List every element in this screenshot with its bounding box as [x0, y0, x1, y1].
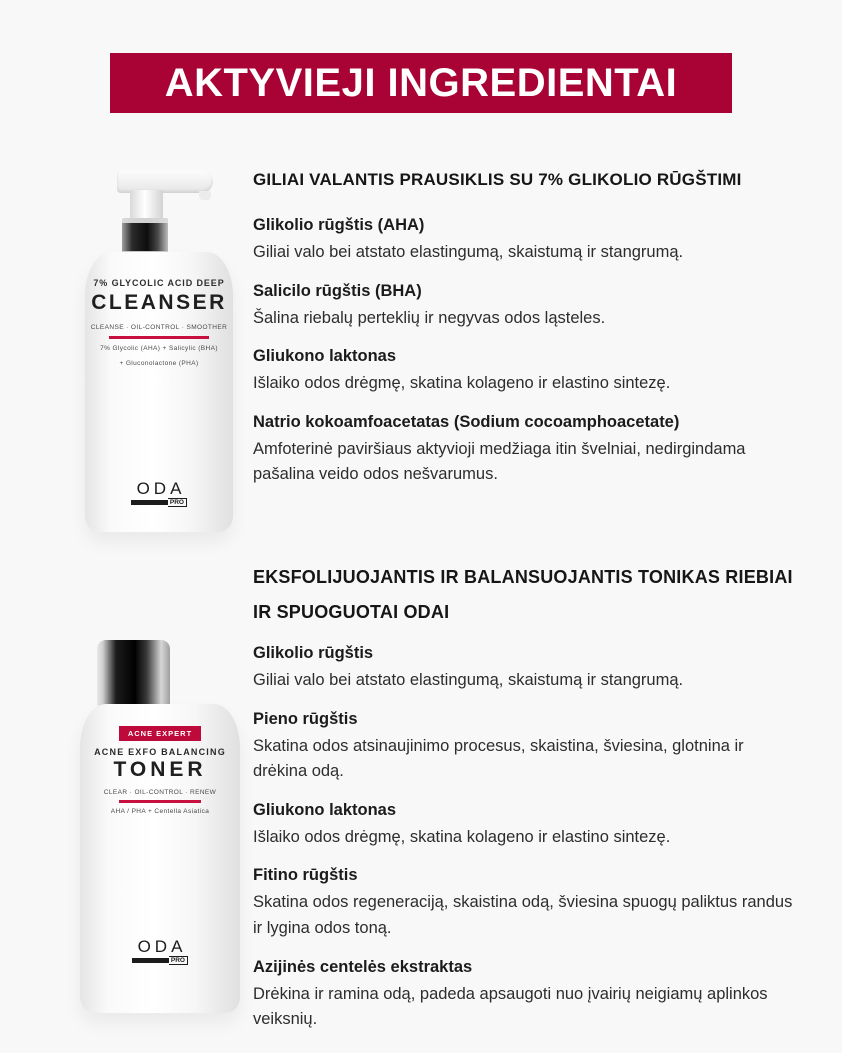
pump-collar: [122, 218, 168, 256]
cleanser-bottle-body: [85, 252, 233, 532]
ingredient-title: Salicilo rūgštis (BHA): [253, 281, 422, 300]
ingredient-title: Gliukono laktonas: [253, 347, 397, 366]
ingredient-item: [253, 216, 798, 266]
ingredient-description: Drėkina ir ramina odą, padeda apsaugoti nuo įvairių neigiamų aplinkos veiksnių.: [253, 984, 768, 1029]
toner-label-line1: ACNE EXFO BALANCING: [94, 747, 226, 757]
toner-product-image: [80, 640, 240, 1013]
ingredient-item: [253, 801, 798, 851]
ingredient-title: Gliukono laktonas: [253, 800, 397, 819]
toner-bottle-body: [80, 704, 240, 1013]
toner-label-actives: AHA / PHA + Centella Asiatica: [110, 808, 210, 815]
ingredient-item: [253, 866, 798, 941]
ingredient-item: [253, 347, 798, 397]
ingredient-description: Išlaiko odos drėgmę, skatina kolageno ir elastino sintezę.: [253, 827, 671, 846]
ingredient-item: [253, 958, 798, 1033]
acne-expert-badge: ACNE EXPERT: [119, 726, 201, 741]
title-banner: [110, 53, 732, 113]
ingredient-title: Pieno rūgštis: [253, 709, 358, 728]
cleanser-label-line1: 7% GLYCOLIC ACID DEEP: [93, 278, 225, 288]
cleanser-ingredients-section: [253, 170, 809, 504]
ingredient-item: [253, 282, 798, 332]
ingredient-description: Giliai valo bei atstato elastingumą, skaistumą ir stangrumą.: [253, 243, 684, 261]
section-heading: GILIAI VALANTIS PRAUSIKLIS SU 7% GLIKOLIO RŪGŠTIMI: [253, 170, 742, 189]
section-heading: EKSFOLIJUOJANTIS IR BALANSUOJANTIS TONIKAS RIEBIAI IR SPUOGUOTAI ODAI: [253, 567, 793, 623]
ingredient-description: Skatina odos atsinaujinimo procesus, skaistina, šviesina, glotnina ir drėkina odą.: [253, 736, 744, 781]
ingredient-description: Giliai valo bei atstato elastingumą, skaistumą ir stangrumą.: [253, 671, 684, 690]
page-title: AKTYVIEJI INGREDIENTAI: [164, 60, 678, 105]
toner-label-divider: [119, 800, 201, 803]
toner-label-claims: CLEAR · OIL-CONTROL · RENEW: [103, 789, 217, 796]
ingredient-description: Išlaiko odos drėgmę, skatina kolageno ir elastino sintezę.: [253, 374, 671, 393]
ingredient-description: Šalina riebalų perteklių ir negyvas odos ląsteles.: [253, 308, 606, 327]
ingredient-title: Fitino rūgštis: [253, 866, 358, 885]
ingredient-description: Skatina odos regeneraciją, skaistina odą, šviesina spuogų paliktus randus ir lygina odos toną.: [253, 893, 793, 937]
ingredient-title: Glikolio rūgštis (AHA): [253, 216, 425, 234]
oda-pro-logo: [80, 938, 240, 965]
cleanser-label-name: CLEANSER: [91, 291, 227, 314]
ingredient-item: [253, 710, 798, 785]
oda-pro-logo: [85, 480, 233, 507]
toner-ingredients-section: [253, 560, 809, 1049]
toner-label-name: TONER: [113, 758, 207, 781]
cleanser-label-actives-1: 7% Glycolic (AHA) + Salicylic (BHA): [100, 345, 218, 352]
brand-pro-tag: PRO: [169, 956, 188, 965]
ingredient-item: [253, 644, 798, 694]
toner-cap: [97, 640, 170, 706]
brand-pro-tag: PRO: [168, 498, 187, 507]
brand-underline: [131, 500, 168, 505]
ingredient-title: Natrio kokoamfoacetatas (Sodium cocoamphoacetate): [253, 412, 680, 431]
brand-wordmark: ODA: [136, 479, 186, 498]
cleanser-label-divider: [109, 336, 209, 339]
brand-underline: [132, 958, 169, 963]
ingredient-description: Amfoterinė paviršiaus aktyvioji medžiaga itin švelniai, nedirgindama pašalina veido odos nešvarumus.: [253, 439, 746, 484]
pump-column: [130, 190, 163, 220]
ingredient-title: Azijinės centelės ekstraktas: [253, 957, 473, 976]
ingredient-item: [253, 413, 798, 488]
brand-wordmark: ODA: [137, 937, 187, 956]
cleanser-product-image: [85, 168, 233, 532]
cleanser-label-actives-2: + Gluconolactone (PHA): [119, 359, 199, 367]
cleanser-label-claims: CLEANSE · OIL-CONTROL · SMOOTHER: [90, 324, 228, 331]
ingredient-title: Glikolio rūgštis: [253, 644, 374, 663]
